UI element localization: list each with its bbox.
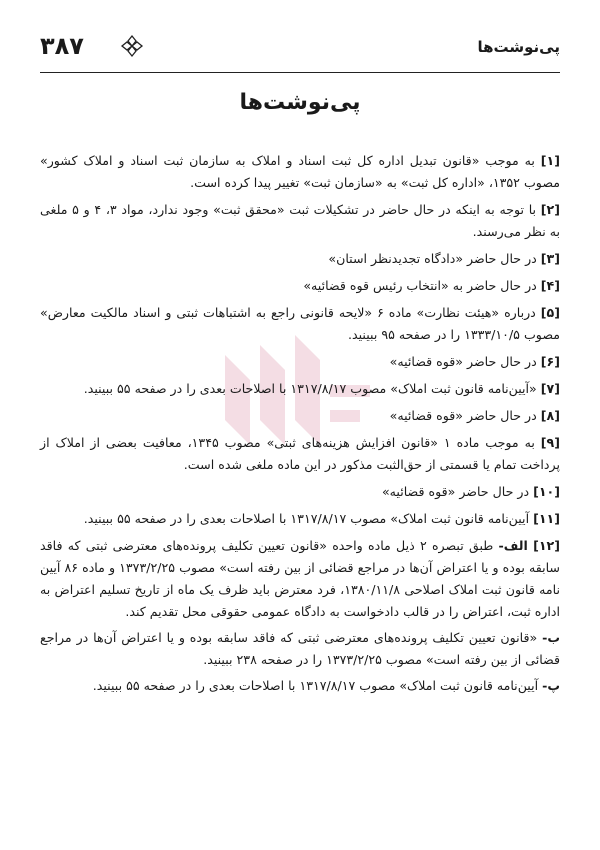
note-9: [۹] به موجب ماده ۱ «قانون افزایش هزینه‌های ثبتی» مصوب ۱۳۴۵، معافیت بعضی از املاک از پرداخت تمام یا قسمتی از حق‌الثبت مذکور در این ماده ملغی شده است. (40, 435, 560, 472)
page-number: ۳۸۷ (40, 32, 84, 60)
note-8: [۸] در حال حاضر «قوه قضائیه» (389, 408, 560, 423)
note-12-part-a: [۱۲] الف- طبق تبصره ۲ ذیل ماده واحده «قانون تعیین تکلیف پرونده‌های معترضی ثبتی که فاقد سابقه بوده و یا اعتراض آن‌ها در مراجع قضائی از بین رفته است» مصوب ۱۳۷۳/۲/۲۵ و ماده ۸۶ آیین نامه قانون ثبت املاک اصلاحی ۱۳۸۰/۱۱/۸، فرد معترض باید ظرف یک ماه از تاریخ تسلیم اعتراض به اداره ثبت، اعتراض را در قالب دادخواست به دادگاه عمومی حقوقی محل تقدیم کند. (40, 538, 561, 619)
note-4: [۴] در حال حاضر به «انتخاب رئیس قوه قضائیه» (303, 278, 560, 293)
note-2: [۲] با توجه به اینکه در حال حاضر در تشکیلات ثبت «محقق ثبت» وجود ندارد، مواد ۳، ۴ و ۵ ملغی به نظر می‌رسند. (40, 202, 560, 239)
note-1: [۱] به موجب «قانون تبدیل اداره کل ثبت اسناد و املاک به سازمان ثبت اسناد و املاک کشور» مصوب ۱۳۵۲، «اداره کل ثبت» به «سازمان ثبت» تغییر پیدا کرده است. (40, 153, 560, 190)
page-header (40, 30, 560, 70)
note-3: [۳] در حال حاضر «دادگاه تجدیدنظر استان» (328, 251, 560, 266)
note-12-part-c: پ- آیین‌نامه قانون ثبت املاک» مصوب ۱۳۱۷/۸/۱۷ با اصلاحات بعدی را در صفحه ۵۵ ببینید. (92, 678, 560, 693)
note-12-part-b: ب- «قانون تعیین تکلیف پرونده‌های معترضی ثبتی که فاقد سابقه بوده و یا اعتراض آن‌ها در مراجع قضائی از بین رفته است» مصوب ۱۳۷۳/۲/۲۵ را در صفحه ۲۳۸ ببینید. (40, 630, 560, 667)
note-7: [۷] «آیین‌نامه قانون ثبت املاک» مصوب ۱۳۱۷/۸/۱۷ با اصلاحات بعدی را در صفحه ۵۵ ببینید. (83, 381, 560, 396)
note-11: [۱۱] آیین‌نامه قانون ثبت املاک» مصوب ۱۳۱۷/۸/۱۷ با اصلاحات بعدی را در صفحه ۵۵ ببینید. (83, 511, 560, 526)
note-6: [۶] در حال حاضر «قوه قضائیه» (389, 354, 560, 369)
page-title: پی‌نوشت‌ها (239, 90, 361, 115)
note-5: [۵] درباره «هیئت نظارت» ماده ۶ «لایحه قانونی راجع به اشتباهات ثبتی و اسناد مالکیت معارض» مصوب ۱۳۳۳/۱۰/۵ را در صفحه ۹۵ ببینید. (40, 305, 560, 342)
note-10: [۱۰] در حال حاضر «قوه قضائیه» (381, 484, 560, 499)
header-divider (40, 72, 560, 73)
running-title: پی‌نوشت‌ها (477, 38, 560, 56)
notes-list (40, 150, 560, 701)
note-12 (40, 535, 560, 697)
ornament-icon (120, 34, 144, 58)
